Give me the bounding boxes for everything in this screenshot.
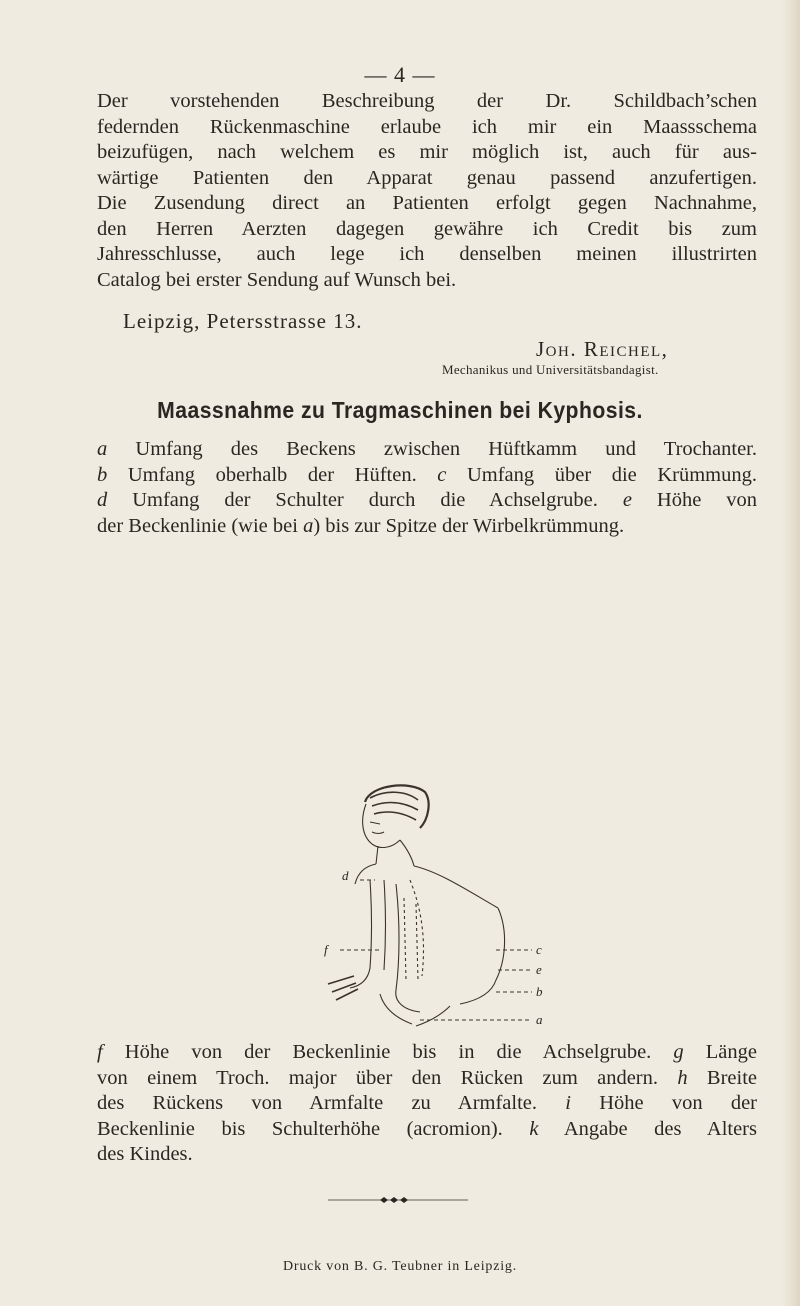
intro-line: Der vorstehenden Beschreibung der Dr. Schildbach’schen [97,90,757,112]
signature-title: Mechanikus und Universitätsbandagist. [442,362,659,377]
measurement-list-1 [97,437,757,539]
measure-line: des Kindes. [97,1143,193,1165]
measure-letter-e: e [622,489,632,511]
measure-letter-a: a [97,438,108,460]
measure-letter-d: d [97,489,108,511]
measure-text-e-end: ) bis zur Spitze der Wirbelkrümmung. [313,514,625,537]
measure-text-e: Höhe von [631,489,757,511]
measure-text-g-cont: von einem Troch. major über den Rücken zum andern. [97,1066,678,1089]
figure-head [363,804,400,847]
measure-line [97,1091,757,1117]
figure-back [460,908,505,1004]
intro-line: beizufügen, nach welchem es mir möglich ist, auch für aus- [97,141,757,163]
figure-body [396,884,420,1012]
measure-text-a: Umfang des Beckens zwischen Hüftkamm und Trochanter. [107,438,757,460]
figure-leg [380,994,450,1026]
kyphosis-figure-illustration [300,780,560,1030]
printer-imprint: Druck von B. G. Teubner in Leipzig. [283,1259,517,1274]
intro-paragraph [97,89,757,293]
figure-label-e: e [536,962,542,977]
measure-letter-c: c [437,463,447,486]
measure-letter-k: k [529,1117,539,1140]
measure-text-c: Umfang über die Krümmung. [446,463,758,486]
measure-text-h: Breite [687,1066,757,1089]
measure-text-i-cont: Beckenlinie bis Schulterhöhe (acromion). [97,1117,530,1140]
measure-line [97,1117,757,1143]
measurement-list-2 [97,1040,757,1168]
intro-line: Catalog bei erster Sendung auf Wunsch bei. [97,268,457,291]
section-heading: Maassnahme zu Tragmaschinen bei Kyphosis. [157,397,643,423]
measure-line [97,1040,757,1066]
measure-letter-f: f [97,1041,103,1063]
measure-text-e-cont: der Beckenlinie (wie bei [97,514,304,537]
measure-text-f: Höhe von der Beckenlinie bis in die Achselgrube. [102,1041,674,1063]
measure-letter-g: g [673,1041,684,1063]
measure-text-d: Umfang der Schulter durch die Achselgrube. [107,489,623,511]
measure-text-b: Umfang oberhalb der Hüften. [107,463,438,486]
measure-text-k: Angabe des Alters [538,1117,757,1140]
intro-line: wärtige Patienten den Apparat genau passend anzufertigen. [97,166,757,189]
intro-line: den Herren Aerzten dagegen gewähre ich Credit bis zum [97,217,757,240]
intro-line: Die Zusendung direct an Patienten erfolgt gegen Nachnahme, [97,192,757,214]
signature-place: Leipzig, Petersstrasse 13. [123,309,363,333]
measure-line [97,1066,757,1092]
measure-text-g: Länge [683,1041,757,1063]
ornament-divider [328,1195,468,1205]
figure-label-c: c [536,942,542,957]
measure-letter-a-ref: a [303,514,314,537]
figure-label-b: b [536,984,543,999]
measure-text-i: Höhe von der [570,1092,757,1114]
page-edge-shadow [782,0,800,1306]
signature-name: Joh. Reichel, [536,337,669,361]
intro-line: Jahresschlusse, auch lege ich denselben meinen illustrirten [97,243,757,265]
measure-letter-h: h [677,1066,688,1089]
figure-shoulder [355,864,498,908]
measure-letter-b: b [97,463,108,486]
figure-arm [350,880,386,988]
figure-label-f: f [324,942,328,957]
figure-label-d: d [342,868,349,883]
measure-letter-i: i [565,1092,571,1114]
measure-line [97,463,757,489]
measure-line [97,437,757,463]
page-number: — 4 — [364,62,436,87]
intro-line: federnden Rückenmaschine erlaube ich mir ein Maassschema [97,115,757,138]
figure-label-a: a [536,1012,543,1027]
measure-line [97,514,757,540]
measure-text-h-cont: des Rückens von Armfalte zu Armfalte. [97,1092,566,1114]
measure-line [97,488,757,514]
